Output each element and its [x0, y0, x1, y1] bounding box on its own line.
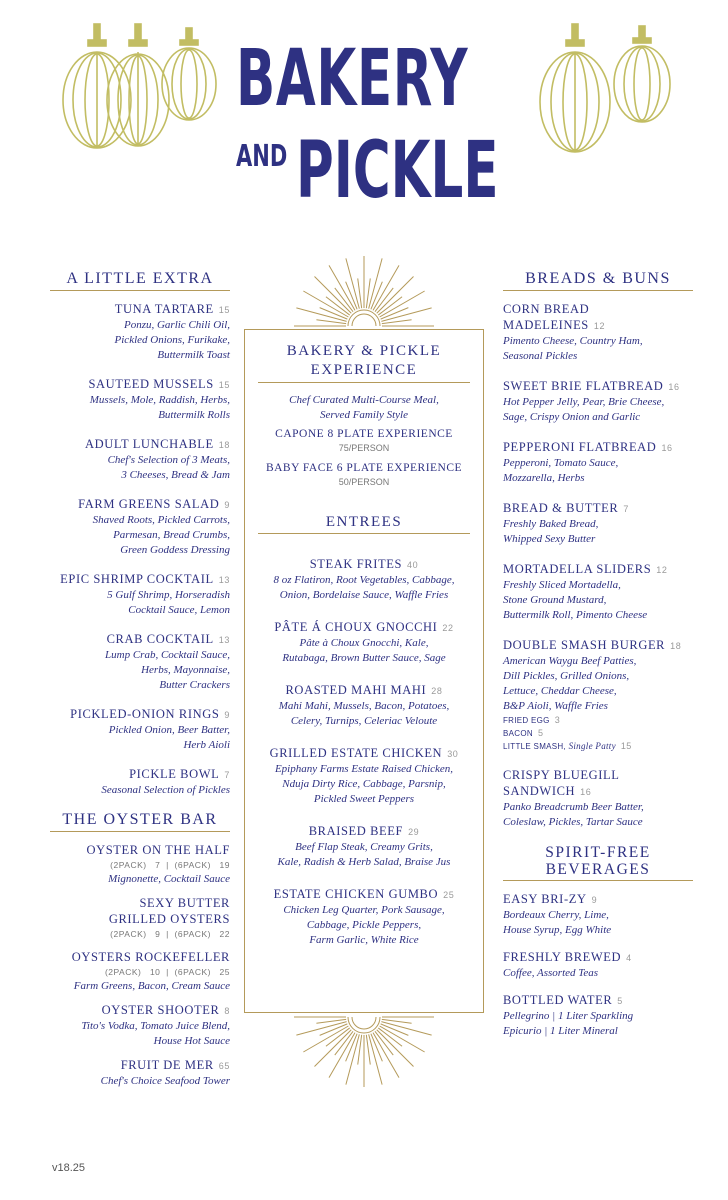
item-price: 22	[442, 623, 454, 633]
menu-item	[503, 949, 693, 981]
item-name-text: TUNA TARTARE	[114, 302, 214, 316]
item-price: 9	[591, 895, 598, 905]
item-description-line: Pepperoni, Tomato Sauce,	[503, 457, 619, 469]
item-description-line: Herb Aioli	[183, 739, 230, 751]
item-description-line: Sage, Crispy Onion and Garlic	[503, 411, 641, 423]
item-description-line: Seasonal Selection of Pickles	[101, 784, 230, 796]
item-price: 7	[224, 770, 230, 780]
menu-item	[20, 571, 230, 618]
item-pack-prices: (2PACK) 10 | (6PACK) 25	[104, 967, 230, 977]
item-price: 9	[224, 710, 230, 720]
item-name	[503, 949, 693, 966]
item-price: 13	[218, 635, 230, 645]
item-description-line: Hot Pepper Jelly, Pear, Brie Cheese,	[503, 396, 665, 408]
item-description-line: Chicken Leg Quarter, Pork Sausage,	[283, 904, 445, 916]
item-name-text: STEAK FRITES	[309, 557, 403, 571]
item-description-line: Dill Pickles, Grilled Onions,	[503, 670, 630, 682]
addon-name: LITTLE SMASH,	[503, 742, 567, 751]
item-name	[20, 706, 230, 723]
item-description-line: 8 oz Flatiron, Root Vegetables, Cabbage,	[273, 574, 455, 586]
item-name	[258, 823, 470, 840]
section-title-oyster-bar: THE OYSTER BAR	[50, 811, 230, 832]
title-and: AND	[236, 139, 288, 174]
item-price: 5	[617, 996, 623, 1006]
item-price: 16	[580, 787, 592, 797]
item-name-text: ESTATE CHICKEN GUMBO	[273, 887, 439, 901]
item-description-line: Parmesan, Bread Crumbs,	[113, 529, 230, 541]
item-description-line: House Hot Sauce	[153, 1035, 230, 1047]
menu-item	[20, 949, 230, 994]
item-price: 28	[431, 686, 443, 696]
item-description-line: Beef Flap Steak, Creamy Grits,	[295, 841, 433, 853]
item-description-line: Mozzarella, Herbs	[503, 472, 585, 484]
item-name-text: FARM GREENS SALAD	[78, 497, 220, 511]
item-name	[20, 842, 230, 858]
item-price: 25	[443, 890, 455, 900]
experience-title-line1: BAKERY & PICKLE	[286, 343, 442, 359]
item-name	[20, 436, 230, 453]
item-description-line: Nduja Dirty Rice, Cabbage, Parsnip,	[282, 778, 446, 790]
experience-description-line: Chef Curated Multi-Course Meal,	[289, 394, 439, 406]
item-name-text: SAUTEED MUSSELS	[88, 377, 214, 391]
item-name	[503, 439, 693, 456]
item-description-line: Epiphany Farms Estate Raised Chicken,	[274, 763, 454, 775]
menu-item	[20, 496, 230, 558]
item-name-text: OYSTERS ROCKEFELLER	[71, 950, 230, 964]
item-name	[20, 1057, 230, 1074]
item-name	[258, 556, 470, 573]
item-name	[20, 301, 230, 318]
item-description-line: Pickled Sweet Peppers	[313, 793, 415, 805]
item-name-text: PICKLED-ONION RINGS	[70, 707, 220, 721]
item-price: 9	[224, 500, 230, 510]
item-name-text: GRILLED ESTATE CHICKEN	[269, 746, 443, 760]
item-description-line: Freshly Baked Bread,	[503, 518, 599, 530]
menu-item	[503, 301, 693, 364]
menu-item	[20, 436, 230, 483]
item-price: 12	[593, 321, 606, 331]
menu-item	[20, 895, 230, 941]
item-name	[258, 886, 470, 903]
item-description-line: Celery, Turnips, Celeriac Veloute	[290, 715, 438, 727]
experience-options	[258, 426, 470, 488]
item-description-line: Ponzu, Garlic Chili Oil,	[123, 319, 230, 331]
experience-title-line2: EXPERIENCE	[310, 362, 418, 378]
item-price: 7	[623, 504, 629, 514]
item-description-line: Buttermilk Rolls	[158, 409, 230, 421]
item-name	[503, 500, 693, 517]
item-price: 29	[408, 827, 420, 837]
sunburst-ornament	[244, 1013, 484, 1093]
left-column	[20, 270, 230, 1097]
item-description-line: Onion, Bordelaise Sauce, Waffle Fries	[279, 589, 449, 601]
menu-item	[258, 682, 470, 729]
item-description-line: Rutabaga, Brown Butter Sauce, Sage	[282, 652, 446, 664]
item-description-line: Lettuce, Cheddar Cheese,	[503, 685, 617, 697]
item-name	[503, 637, 693, 654]
item-name-text: ROASTED MAHI MAHI	[285, 683, 427, 697]
addon-price: 5	[537, 728, 544, 738]
experience-option	[258, 426, 470, 454]
item-description-line: Buttermilk Roll, Pimento Cheese	[503, 609, 648, 621]
item-price: 16	[661, 443, 673, 453]
menu-item	[20, 376, 230, 423]
item-price: 13	[218, 575, 230, 585]
experience-option-price: 75/PERSON	[338, 443, 390, 453]
entrees-list	[258, 556, 470, 948]
item-description-line: B&P Aioli, Waffle Fries	[503, 700, 608, 712]
experience-option-name: BABY FACE 6 PLATE EXPERIENCE	[265, 462, 463, 474]
section-title-a-little-extra: A LITTLE EXTRA	[50, 270, 230, 291]
item-name-text: EPIC SHRIMP COCKTAIL	[60, 572, 214, 586]
item-description-line: Epicurio | 1 Liter Mineral	[503, 1025, 618, 1037]
item-name-text: PEPPERONI FLATBREAD	[503, 440, 657, 454]
item-price: 40	[407, 560, 419, 570]
item-description-line: Shaved Roots, Pickled Carrots,	[92, 514, 230, 526]
middle-column	[258, 342, 470, 964]
item-name-text: OYSTER SHOOTER	[101, 1003, 220, 1017]
item-name	[20, 376, 230, 393]
menu-item	[503, 561, 693, 623]
oyster-bar-list	[20, 842, 230, 1089]
item-price: 15	[218, 305, 230, 315]
item-description-line: Lump Crab, Cocktail Sauce,	[105, 649, 230, 661]
spirit-free-title-line2: BEVERAGES	[545, 861, 651, 878]
menu-item	[258, 823, 470, 870]
item-name-text: PÂTE Á CHOUX GNOCCHI	[274, 620, 438, 634]
item-name-text: PICKLE BOWL	[129, 767, 220, 781]
item-description-line: Mussels, Mole, Raddish, Herbs,	[89, 394, 230, 406]
section-title-spirit-free	[503, 844, 693, 881]
item-description-line: Tito's Vodka, Tomato Juice Blend,	[81, 1020, 230, 1032]
section-title-entrees: ENTREES	[258, 514, 470, 534]
item-description-line: Buttermilk Toast	[157, 349, 230, 361]
item-name	[20, 496, 230, 513]
addon-name: BACON	[503, 729, 533, 738]
item-description-line: Pickled Onions, Furikake,	[114, 334, 230, 346]
item-name-text: OYSTER ON THE HALF	[86, 843, 230, 857]
item-description-line: House Syrup, Egg White	[503, 924, 612, 936]
menu-item	[20, 706, 230, 753]
item-description-line: American Waygu Beef Patties,	[503, 655, 637, 667]
menu-item	[20, 631, 230, 693]
item-description-line: Bordeaux Cherry, Lime,	[503, 909, 609, 921]
item-description-line: Butter Crackers	[159, 679, 230, 691]
item-price: 16	[668, 382, 680, 392]
item-price: 65	[218, 1061, 230, 1071]
item-name-text: ADULT LUNCHABLE	[84, 437, 214, 451]
item-name-text: BREAD & BUTTER	[503, 501, 619, 515]
item-price: 8	[224, 1006, 230, 1016]
menu-item	[503, 378, 693, 425]
addon-price: 15	[620, 741, 632, 751]
item-description-line: Farm Garlic, White Rice	[309, 934, 419, 946]
item-description-line: 3 Cheeses, Bread & Jam	[121, 469, 230, 481]
item-name-text: MORTADELLA SLIDERS	[503, 562, 652, 576]
experience-option-name: CAPONE 8 PLATE EXPERIENCE	[275, 428, 453, 440]
item-name	[503, 378, 693, 395]
item-name	[20, 631, 230, 648]
addon-name: FRIED EGG	[503, 716, 550, 725]
item-name	[503, 767, 693, 800]
item-description-line: Green Goddess Dressing	[120, 544, 230, 556]
item-description-line: Panko Breadcrumb Beer Batter,	[503, 801, 644, 813]
menu-item	[503, 439, 693, 486]
spirit-free-list	[503, 891, 693, 1039]
experience-description-line: Served Family Style	[320, 409, 408, 421]
item-name	[20, 949, 230, 965]
item-description-line: Coleslaw, Pickles, Tartar Sauce	[503, 816, 643, 828]
item-description-line: Chef's Selection of 3 Meats,	[107, 454, 230, 466]
section-title-breads-buns: BREADS & BUNS	[503, 270, 693, 291]
breads-buns-list	[503, 301, 693, 830]
item-price: 18	[670, 641, 682, 651]
item-name	[20, 571, 230, 588]
menu-item	[20, 766, 230, 798]
item-price: 4	[626, 953, 632, 963]
experience-option-price: 50/PERSON	[338, 477, 390, 487]
menu-item	[258, 886, 470, 948]
item-description-line: Mignonette, Cocktail Sauce	[108, 873, 230, 885]
item-price: 12	[656, 565, 668, 575]
item-name	[258, 619, 470, 636]
item-description-line: Kale, Radish & Herb Salad, Braise Jus	[277, 856, 451, 868]
item-description-line: Cabbage, Pickle Peppers,	[306, 919, 422, 931]
item-price: 15	[218, 380, 230, 390]
menu-item	[258, 619, 470, 666]
menu-item	[20, 842, 230, 887]
spirit-free-title-line1: SPIRIT-FREE	[545, 844, 651, 861]
item-description-line: Stone Ground Mustard,	[503, 594, 607, 606]
item-name	[20, 895, 230, 927]
item-addon	[503, 727, 693, 740]
item-name	[503, 301, 693, 334]
version-label: v18.25	[52, 1162, 86, 1174]
section-title-experience	[258, 342, 470, 383]
item-name	[20, 1002, 230, 1019]
title-pickle: PICKLE	[296, 126, 499, 216]
item-name-text: FRESHLY BREWED	[503, 950, 622, 964]
item-name	[258, 682, 470, 699]
item-description-line: Freshly Sliced Mortadella,	[503, 579, 621, 591]
addon-note: Single Patty	[568, 741, 616, 751]
item-price: 18	[218, 440, 230, 450]
item-name-text-line2: GRILLED OYSTERS	[108, 912, 230, 926]
menu-item	[503, 500, 693, 547]
item-name-text: EASY BRI-ZY	[503, 892, 587, 906]
whisk-icon	[536, 22, 616, 156]
addon-price: 3	[554, 715, 561, 725]
item-pack-prices: (2PACK) 7 | (6PACK) 19	[110, 860, 230, 870]
menu-item	[503, 637, 693, 753]
item-description-line: Whipped Sexy Butter	[503, 533, 596, 545]
menu-item	[503, 992, 693, 1039]
item-name-text: DOUBLE SMASH BURGER	[503, 638, 666, 652]
item-name	[258, 745, 470, 762]
item-name-text: CRISPY BLUEGILL SANDWICH	[503, 768, 620, 798]
item-name-text: CRAB COCKTAIL	[106, 632, 214, 646]
item-price: 30	[447, 749, 459, 759]
item-name-text: CORN BREAD MADELEINES	[503, 302, 590, 332]
item-description-line: Cocktail Sauce, Lemon	[128, 604, 230, 616]
menu-item	[20, 1002, 230, 1049]
item-name-text: SEXY BUTTER	[139, 896, 230, 910]
item-description-line: Pimento Cheese, Country Ham,	[503, 335, 643, 347]
whisk-icon	[612, 24, 674, 124]
item-name	[503, 561, 693, 578]
menu-item	[20, 1057, 230, 1089]
item-description-line: Herbs, Mayonnaise,	[141, 664, 230, 676]
item-addon	[503, 740, 693, 753]
whisk-icon	[160, 26, 220, 122]
menu-item	[503, 767, 693, 830]
menu-item	[258, 745, 470, 807]
item-description-line: Pickled Onion, Beer Batter,	[108, 724, 230, 736]
item-description-line: Seasonal Pickles	[503, 350, 578, 362]
item-name	[503, 992, 693, 1009]
item-description-line: Mahi Mahi, Mussels, Bacon, Potatoes,	[278, 700, 450, 712]
title-bakery: BAKERY	[236, 34, 469, 124]
item-description-line: Chef's Choice Seafood Tower	[100, 1075, 230, 1087]
item-description-line: Pellegrino | 1 Liter Sparkling	[503, 1010, 634, 1022]
experience-description	[258, 393, 470, 423]
item-name-text: BOTTLED WATER	[503, 993, 613, 1007]
menu-item	[20, 301, 230, 363]
sunburst-ornament	[244, 250, 484, 330]
right-column	[503, 270, 693, 1050]
item-pack-prices: (2PACK) 9 | (6PACK) 22	[110, 929, 230, 939]
experience-option	[258, 460, 470, 488]
a-little-extra-list	[20, 301, 230, 798]
item-description-line: 5 Gulf Shrimp, Horseradish	[107, 589, 230, 601]
item-addon	[503, 714, 693, 727]
menu-item	[503, 891, 693, 938]
item-description-line: Coffee, Assorted Teas	[503, 967, 599, 979]
menu-item	[258, 556, 470, 603]
item-description-line: Farm Greens, Bacon, Cream Sauce	[73, 980, 230, 992]
item-name-text: BRAISED BEEF	[308, 824, 404, 838]
item-description-line: Pâte à Choux Gnocchi, Kale,	[299, 637, 429, 649]
item-name-text: SWEET BRIE FLATBREAD	[503, 379, 664, 393]
item-name	[503, 891, 693, 908]
item-name	[20, 766, 230, 783]
item-name-text: FRUIT DE MER	[120, 1058, 214, 1072]
